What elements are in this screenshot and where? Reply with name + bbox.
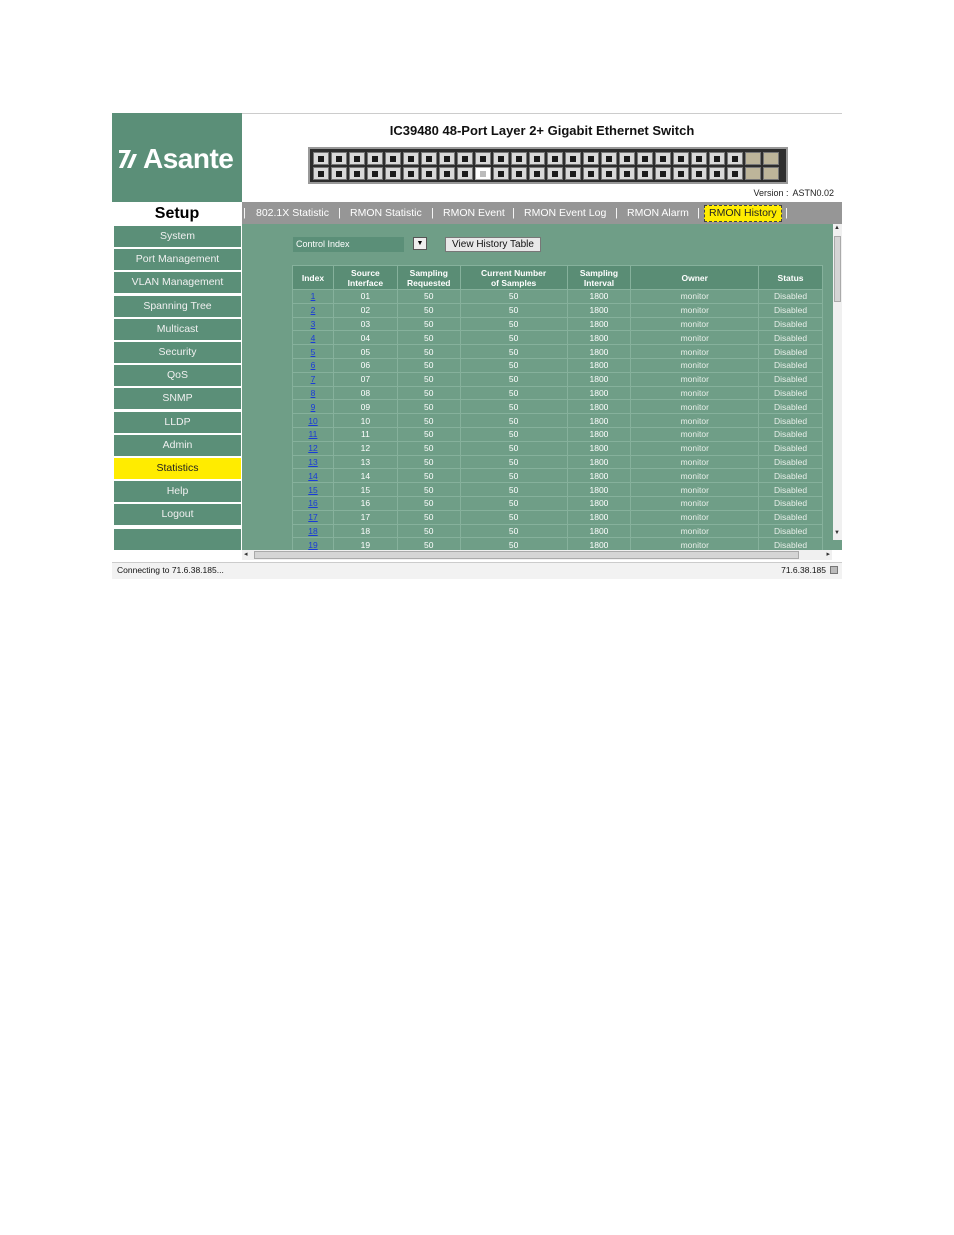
cell-current: 50 (460, 358, 567, 372)
cell-interval: 1800 (567, 386, 631, 400)
table-row (293, 524, 823, 538)
port-icon (709, 152, 725, 165)
col-sampling-requested: Sampling Requested (397, 266, 460, 290)
table-row (293, 345, 823, 359)
port-icon (385, 152, 401, 165)
row-index-link[interactable]: 16 (293, 496, 334, 510)
asante-logo-icon (118, 148, 140, 170)
port-icon (511, 167, 527, 180)
cell-requested: 50 (397, 358, 460, 372)
horizontal-scroll-thumb[interactable] (254, 551, 799, 559)
sidebar-item-lldp[interactable]: LLDP (114, 412, 241, 433)
control-index-dropdown[interactable] (413, 237, 427, 250)
cell-source: 16 (333, 496, 397, 510)
sfp-port-icon (745, 152, 761, 165)
row-index-link[interactable]: 4 (293, 331, 334, 345)
cell-interval: 1800 (567, 455, 631, 469)
table-body (293, 290, 823, 551)
table-row (293, 469, 823, 483)
port-icon (403, 167, 419, 180)
tab-8021x-statistic[interactable]: 802.1X Statistic (256, 207, 329, 219)
firmware-version (749, 188, 834, 198)
status-text: Connecting to 71.6.38.185... (117, 565, 224, 575)
port-icon (457, 152, 473, 165)
cell-source: 03 (333, 317, 397, 331)
cell-requested: 50 (397, 538, 460, 550)
table-row (293, 358, 823, 372)
row-index-link[interactable]: 1 (293, 290, 334, 304)
cell-source: 19 (333, 538, 397, 550)
row-index-link[interactable]: 9 (293, 400, 334, 414)
row-index-link[interactable]: 10 (293, 414, 334, 428)
port-icon (403, 152, 419, 165)
cell-status: Disabled (759, 427, 823, 441)
cell-requested: 50 (397, 317, 460, 331)
port-icon (475, 152, 491, 165)
table-header (293, 266, 823, 290)
cell-requested: 50 (397, 441, 460, 455)
cell-requested: 50 (397, 331, 460, 345)
cell-source: 13 (333, 455, 397, 469)
cell-interval: 1800 (567, 441, 631, 455)
cell-status: Disabled (759, 358, 823, 372)
sidebar-item-vlan-management[interactable]: VLAN Management (114, 272, 241, 293)
row-index-link[interactable]: 6 (293, 358, 334, 372)
cell-owner: monitor (631, 483, 759, 497)
port-icon (637, 167, 653, 180)
lock-icon (830, 566, 838, 574)
cell-interval: 1800 (567, 303, 631, 317)
cell-current: 50 (460, 538, 567, 550)
sidebar (112, 224, 242, 550)
table-row (293, 496, 823, 510)
cell-interval: 1800 (567, 510, 631, 524)
row-index-link[interactable]: 8 (293, 386, 334, 400)
port-icon (655, 152, 671, 165)
history-table-wrapper (292, 265, 823, 550)
row-index-link[interactable]: 18 (293, 524, 334, 538)
cell-owner: monitor (631, 441, 759, 455)
port-icon (655, 167, 671, 180)
sfp-port-icon (745, 167, 761, 180)
port-icon (349, 152, 365, 165)
port-icon (709, 167, 725, 180)
cell-source: 01 (333, 290, 397, 304)
scroll-left-icon[interactable]: ◂ (244, 551, 248, 558)
browser-status-bar (112, 562, 842, 579)
cell-interval: 1800 (567, 372, 631, 386)
cell-source: 11 (333, 427, 397, 441)
cell-status: Disabled (759, 455, 823, 469)
tab-rmon-event[interactable]: RMON Event (443, 207, 505, 219)
port-icon (331, 167, 347, 180)
cell-owner: monitor (631, 386, 759, 400)
sidebar-item-statistics[interactable]: Statistics (114, 458, 241, 479)
table-row (293, 386, 823, 400)
row-index-link[interactable]: 3 (293, 317, 334, 331)
cell-interval: 1800 (567, 331, 631, 345)
table-row (293, 372, 823, 386)
row-index-link[interactable]: 12 (293, 441, 334, 455)
version-label: Version : (753, 188, 789, 198)
port-icon (529, 152, 545, 165)
cell-status: Disabled (759, 441, 823, 455)
cell-current: 50 (460, 386, 567, 400)
view-history-table-button[interactable]: View History Table (445, 237, 541, 252)
sidebar-item-system[interactable]: System (114, 226, 241, 247)
cell-owner: monitor (631, 372, 759, 386)
cell-requested: 50 (397, 427, 460, 441)
main-content (242, 224, 842, 550)
cell-current: 50 (460, 441, 567, 455)
cell-interval: 1800 (567, 317, 631, 331)
cell-current: 50 (460, 483, 567, 497)
cell-requested: 50 (397, 386, 460, 400)
cell-status: Disabled (759, 345, 823, 359)
cell-requested: 50 (397, 345, 460, 359)
header (242, 113, 842, 203)
port-icon (529, 167, 545, 180)
vertical-scroll-thumb[interactable] (834, 236, 841, 302)
table-row (293, 303, 823, 317)
port-icon (601, 152, 617, 165)
scroll-up-icon[interactable]: ▲ (834, 225, 840, 231)
port-icon (367, 152, 383, 165)
port-icon (511, 152, 527, 165)
cell-interval: 1800 (567, 538, 631, 550)
cell-requested: 50 (397, 303, 460, 317)
port-icon (349, 167, 365, 180)
sidebar-item-admin[interactable]: Admin (114, 435, 241, 456)
cell-owner: monitor (631, 400, 759, 414)
cell-status: Disabled (759, 303, 823, 317)
cell-current: 50 (460, 455, 567, 469)
port-icon (367, 167, 383, 180)
col-current-samples: Current Number of Samples (460, 266, 567, 290)
cell-source: 09 (333, 400, 397, 414)
sidebar-item-spanning-tree[interactable]: Spanning Tree (114, 296, 241, 317)
cell-owner: monitor (631, 303, 759, 317)
table-row (293, 510, 823, 524)
cell-requested: 50 (397, 455, 460, 469)
port-icon (421, 152, 437, 165)
cell-owner: monitor (631, 290, 759, 304)
cell-current: 50 (460, 345, 567, 359)
cell-owner: monitor (631, 358, 759, 372)
cell-source: 06 (333, 358, 397, 372)
port-icon (493, 167, 509, 180)
status-host: 71.6.38.185 (781, 565, 826, 575)
tab-separator: | (785, 207, 788, 219)
brand-name: Asante (143, 143, 234, 174)
sfp-port-icon (763, 167, 779, 180)
cell-status: Disabled (759, 317, 823, 331)
sidebar-item-port-management[interactable]: Port Management (114, 249, 241, 270)
cell-interval: 1800 (567, 290, 631, 304)
tab-separator: | (431, 207, 434, 219)
cell-status: Disabled (759, 331, 823, 345)
port-icon (385, 167, 401, 180)
row-index-link[interactable]: 11 (293, 427, 334, 441)
cell-current: 50 (460, 524, 567, 538)
table-row (293, 455, 823, 469)
cell-owner: monitor (631, 414, 759, 428)
browser-frame (112, 113, 842, 578)
cell-interval: 1800 (567, 358, 631, 372)
tab-rmon-event-log[interactable]: RMON Event Log (524, 207, 607, 219)
cell-source: 02 (333, 303, 397, 317)
section-title: Setup (112, 202, 242, 224)
cell-source: 10 (333, 414, 397, 428)
cell-status: Disabled (759, 483, 823, 497)
sidebar-item-qos[interactable]: QoS (114, 365, 241, 386)
vertical-scrollbar[interactable] (833, 224, 842, 540)
cell-owner: monitor (631, 317, 759, 331)
cell-interval: 1800 (567, 524, 631, 538)
sidebar-footer (114, 529, 241, 550)
cell-current: 50 (460, 510, 567, 524)
cell-interval: 1800 (567, 414, 631, 428)
port-icon (691, 167, 707, 180)
port-icon (475, 167, 491, 180)
cell-current: 50 (460, 290, 567, 304)
port-icon (457, 167, 473, 180)
port-icon (691, 152, 707, 165)
cell-source: 05 (333, 345, 397, 359)
cell-status: Disabled (759, 290, 823, 304)
cell-interval: 1800 (567, 400, 631, 414)
cell-current: 50 (460, 303, 567, 317)
tab-separator: | (338, 207, 341, 219)
tab-rmon-statistic[interactable]: RMON Statistic (350, 207, 422, 219)
tab-separator: | (243, 207, 246, 219)
port-row-bottom (313, 167, 779, 180)
horizontal-scrollbar[interactable] (242, 550, 832, 560)
col-status: Status (759, 266, 823, 290)
switch-port-panel (308, 147, 788, 184)
port-icon (673, 152, 689, 165)
cell-current: 50 (460, 414, 567, 428)
version-value: ASTN0.02 (792, 188, 834, 198)
cell-current: 50 (460, 372, 567, 386)
table-row (293, 483, 823, 497)
table-row (293, 414, 823, 428)
cell-requested: 50 (397, 400, 460, 414)
cell-status: Disabled (759, 386, 823, 400)
col-source-interface: Source Interface (333, 266, 397, 290)
port-icon (727, 152, 743, 165)
table-row (293, 538, 823, 550)
row-index-link[interactable]: 5 (293, 345, 334, 359)
cell-status: Disabled (759, 414, 823, 428)
cell-owner: monitor (631, 469, 759, 483)
port-icon (565, 152, 581, 165)
cell-status: Disabled (759, 372, 823, 386)
table-row (293, 441, 823, 455)
col-index: Index (293, 266, 334, 290)
port-icon (313, 152, 329, 165)
cell-requested: 50 (397, 290, 460, 304)
tab-rmon-history[interactable]: RMON History (704, 205, 782, 222)
table-row (293, 317, 823, 331)
port-icon (583, 167, 599, 180)
cell-owner: monitor (631, 455, 759, 469)
cell-owner: monitor (631, 538, 759, 550)
port-icon (619, 152, 635, 165)
cell-status: Disabled (759, 400, 823, 414)
cell-requested: 50 (397, 414, 460, 428)
sidebar-item-snmp[interactable]: SNMP (114, 388, 241, 409)
cell-source: 07 (333, 372, 397, 386)
tab-bar (242, 202, 842, 224)
cell-current: 50 (460, 331, 567, 345)
cell-status: Disabled (759, 469, 823, 483)
cell-owner: monitor (631, 510, 759, 524)
cell-current: 50 (460, 496, 567, 510)
row-index-link[interactable]: 7 (293, 372, 334, 386)
row-index-link[interactable]: 15 (293, 483, 334, 497)
cell-interval: 1800 (567, 469, 631, 483)
cell-source: 17 (333, 510, 397, 524)
cell-source: 04 (333, 331, 397, 345)
tab-separator: | (697, 207, 700, 219)
scroll-right-icon[interactable]: ▸ (826, 551, 830, 558)
sidebar-item-multicast[interactable]: Multicast (114, 319, 241, 340)
row-index-link[interactable]: 19 (293, 538, 334, 550)
port-icon (313, 167, 329, 180)
cell-owner: monitor (631, 524, 759, 538)
cell-source: 15 (333, 483, 397, 497)
rmon-history-table (292, 265, 823, 550)
cell-interval: 1800 (567, 496, 631, 510)
port-icon (637, 152, 653, 165)
row-index-link[interactable]: 2 (293, 303, 334, 317)
port-icon (727, 167, 743, 180)
port-icon (439, 167, 455, 180)
row-index-link[interactable]: 13 (293, 455, 334, 469)
tab-separator: | (512, 207, 515, 219)
sfp-port-icon (763, 152, 779, 165)
table-row (293, 290, 823, 304)
cell-requested: 50 (397, 524, 460, 538)
table-row (293, 331, 823, 345)
cell-status: Disabled (759, 496, 823, 510)
cell-current: 50 (460, 317, 567, 331)
cell-interval: 1800 (567, 345, 631, 359)
col-owner: Owner (631, 266, 759, 290)
cell-interval: 1800 (567, 483, 631, 497)
sidebar-item-logout[interactable]: Logout (114, 504, 241, 525)
port-icon (547, 152, 563, 165)
cell-current: 50 (460, 427, 567, 441)
cell-requested: 50 (397, 483, 460, 497)
sidebar-item-help[interactable]: Help (114, 481, 241, 502)
cell-status: Disabled (759, 510, 823, 524)
cell-owner: monitor (631, 331, 759, 345)
col-sampling-interval: Sampling Interval (567, 266, 631, 290)
port-icon (565, 167, 581, 180)
table-row (293, 400, 823, 414)
cell-requested: 50 (397, 510, 460, 524)
cell-owner: monitor (631, 345, 759, 359)
port-icon (421, 167, 437, 180)
row-index-link[interactable]: 17 (293, 510, 334, 524)
cell-source: 08 (333, 386, 397, 400)
brand-logo (118, 143, 233, 175)
cell-status: Disabled (759, 524, 823, 538)
cell-source: 14 (333, 469, 397, 483)
cell-source: 18 (333, 524, 397, 538)
row-index-link[interactable]: 14 (293, 469, 334, 483)
cell-owner: monitor (631, 496, 759, 510)
cell-current: 50 (460, 469, 567, 483)
sidebar-item-security[interactable]: Security (114, 342, 241, 363)
port-icon (331, 152, 347, 165)
table-row (293, 427, 823, 441)
control-index-label: Control Index (293, 237, 404, 252)
port-icon (601, 167, 617, 180)
cell-current: 50 (460, 400, 567, 414)
port-row-top (313, 152, 779, 165)
port-icon (493, 152, 509, 165)
port-icon (583, 152, 599, 165)
switch-title: IC39480 48-Port Layer 2+ Gigabit Ethernet Switch (389, 123, 695, 138)
tab-separator: | (615, 207, 618, 219)
port-icon (673, 167, 689, 180)
port-icon (547, 167, 563, 180)
port-icon (439, 152, 455, 165)
cell-requested: 50 (397, 372, 460, 386)
cell-interval: 1800 (567, 427, 631, 441)
cell-requested: 50 (397, 496, 460, 510)
port-icon (619, 167, 635, 180)
scroll-down-icon[interactable]: ▼ (834, 530, 840, 536)
cell-status: Disabled (759, 538, 823, 550)
cell-source: 12 (333, 441, 397, 455)
chevron-down-icon: ▼ (416, 240, 424, 247)
cell-owner: monitor (631, 427, 759, 441)
tab-rmon-alarm[interactable]: RMON Alarm (627, 207, 689, 219)
brand-logo-box (112, 113, 242, 202)
cell-requested: 50 (397, 469, 460, 483)
